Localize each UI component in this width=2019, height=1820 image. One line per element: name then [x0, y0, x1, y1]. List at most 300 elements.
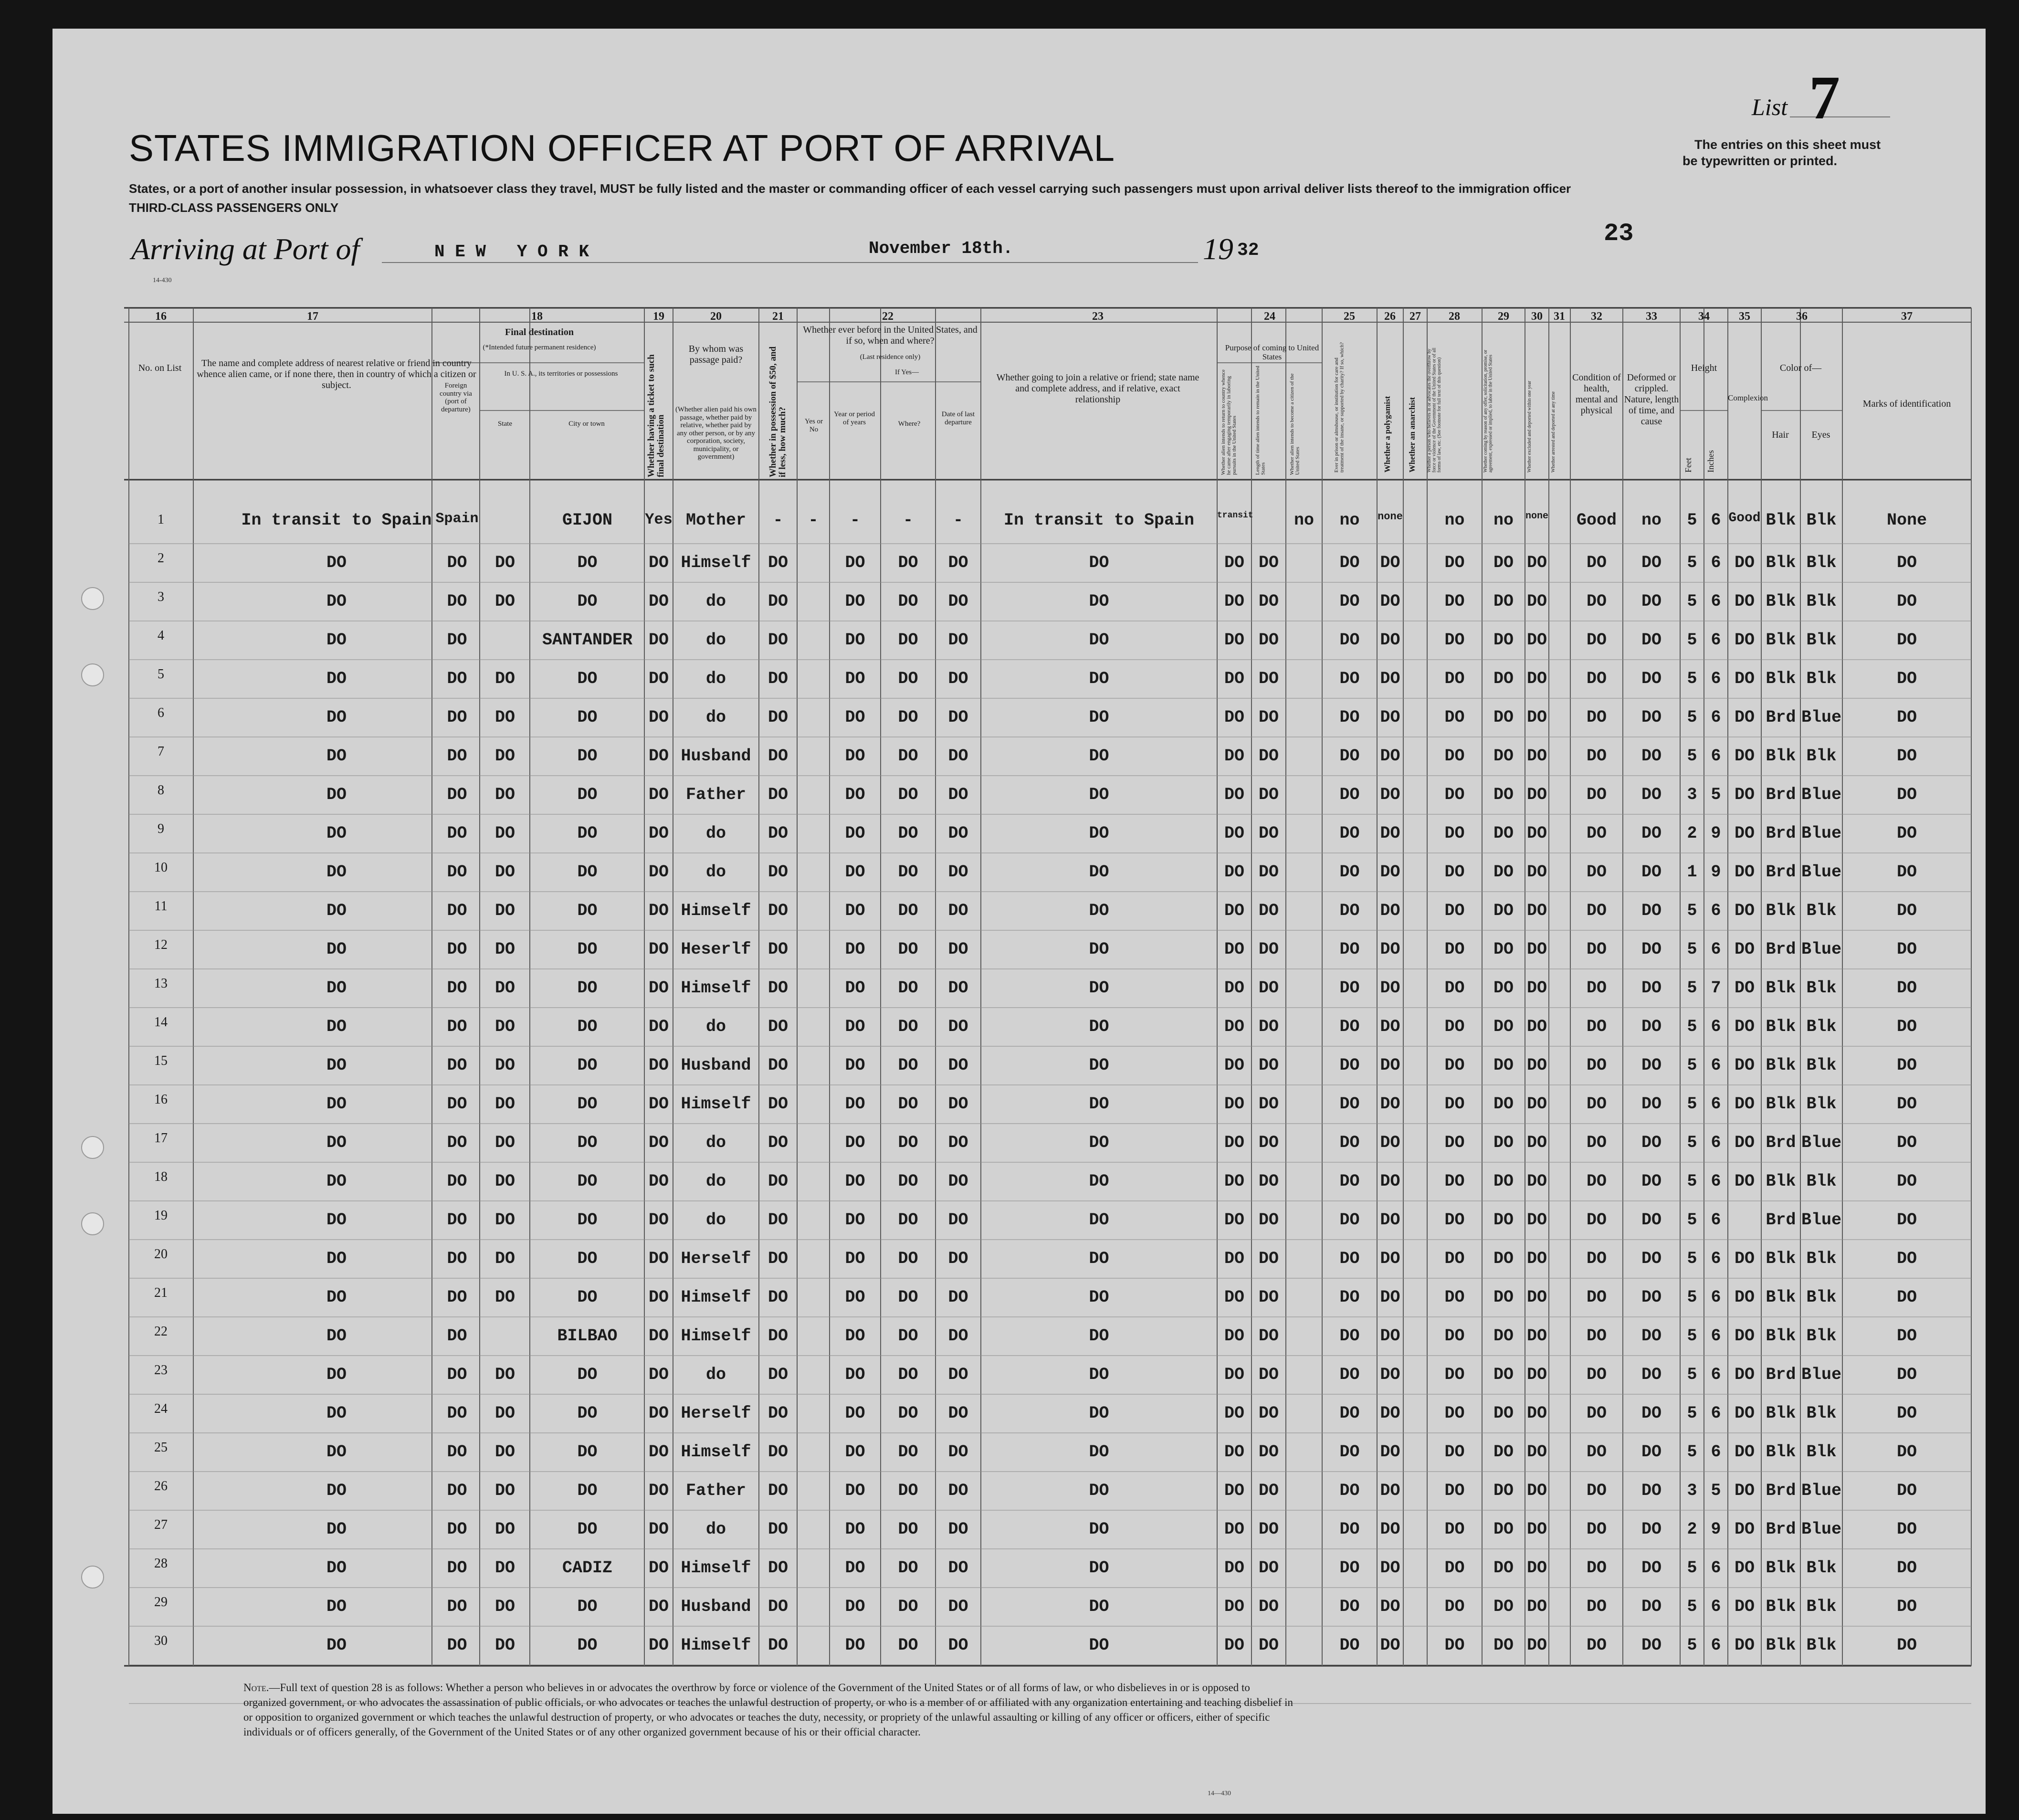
cell-prison: DO	[1339, 1636, 1360, 1655]
cell-eyes: Blk	[1806, 1558, 1837, 1578]
cell-join: DO	[1089, 1636, 1109, 1655]
cell-join: DO	[1089, 901, 1109, 920]
cell-c29: DO	[1493, 631, 1514, 650]
cell-inches: 6	[1711, 708, 1721, 727]
cell-health: DO	[1586, 1017, 1607, 1036]
cell-p_b: DO	[1258, 1442, 1279, 1462]
cell-paid: do	[705, 592, 726, 611]
cell-p_a: DO	[1224, 747, 1244, 766]
cell-p_a: DO	[1224, 824, 1244, 843]
cell-p_b: DO	[1258, 1404, 1279, 1423]
cell-p_b: DO	[1258, 824, 1279, 843]
cell-eyes: Blk	[1806, 1442, 1837, 1462]
cell-ticket: DO	[648, 1481, 669, 1500]
cell-c30: DO	[1526, 1017, 1547, 1036]
cell-health: DO	[1586, 553, 1607, 572]
cell-c30: DO	[1526, 1636, 1547, 1655]
cell-money: DO	[768, 1636, 788, 1655]
cell-deformed: DO	[1641, 1172, 1661, 1191]
cell-foreign: DO	[447, 1288, 467, 1307]
cell-feet: 5	[1687, 592, 1697, 611]
cell-c28: DO	[1444, 901, 1465, 920]
cell-c30: DO	[1526, 940, 1547, 959]
cell-where: DO	[898, 708, 918, 727]
cell-where: DO	[898, 785, 918, 804]
cell-c28: DO	[1444, 940, 1465, 959]
cell-complexion: DO	[1734, 1520, 1755, 1539]
cell-health: DO	[1586, 1288, 1607, 1307]
cell-feet: 1	[1687, 863, 1697, 882]
cell-prison: DO	[1339, 785, 1360, 804]
cell-p_b: DO	[1258, 1094, 1279, 1114]
cell-complexion: DO	[1734, 978, 1755, 998]
cell-prison: DO	[1339, 1404, 1360, 1423]
cell-year: DO	[845, 1636, 865, 1655]
cell-c30: DO	[1526, 1520, 1547, 1539]
cell-c28: DO	[1444, 747, 1465, 766]
cell-foreign: DO	[447, 1597, 467, 1616]
cell-foreign: DO	[447, 553, 467, 572]
cell-money: DO	[768, 1404, 788, 1423]
cell-prison: DO	[1339, 553, 1360, 572]
subtitle-line-2: THIRD-CLASS PASSENGERS ONLY	[129, 200, 339, 215]
cell-year: DO	[845, 1404, 865, 1423]
cell-ticket: DO	[648, 1210, 669, 1230]
cell-eyes: Blue	[1801, 708, 1841, 727]
cell-complexion: DO	[1734, 1288, 1755, 1307]
cell-marks: DO	[1896, 553, 1917, 572]
cell-hair: Blk	[1766, 747, 1796, 766]
footnote-label: Note.—	[243, 1682, 280, 1694]
cell-money: DO	[768, 1442, 788, 1462]
cell-money: DO	[768, 592, 788, 611]
cell-date: DO	[948, 785, 968, 804]
cell-paid: Himself	[681, 978, 751, 998]
cell-deformed: DO	[1641, 978, 1661, 998]
cell-c29: DO	[1493, 669, 1514, 688]
cell-city: DO	[577, 747, 598, 766]
cell-paid: Husband	[681, 1597, 751, 1616]
cell-prison: DO	[1339, 1017, 1360, 1036]
cell-c28: DO	[1444, 1326, 1465, 1346]
cell-ticket: DO	[648, 1056, 669, 1075]
cell-paid: Himself	[681, 1094, 751, 1114]
notice-line-1: The entries on this sheet must	[1694, 137, 1881, 152]
row-number: 24	[154, 1401, 168, 1416]
cell-p_b: DO	[1258, 940, 1279, 959]
cell-city: DO	[577, 1172, 598, 1191]
cell-paid: do	[705, 708, 726, 727]
cell-inches: 6	[1711, 631, 1721, 650]
cell-feet: 5	[1687, 1017, 1697, 1036]
cell-year: DO	[845, 1288, 865, 1307]
cell-city: DO	[577, 553, 598, 572]
cell-p_a: DO	[1224, 1365, 1244, 1384]
cell-feet: 5	[1687, 1210, 1697, 1230]
cell-c28: DO	[1444, 1404, 1465, 1423]
cell-money: DO	[768, 669, 788, 688]
cell-complexion: DO	[1734, 1636, 1755, 1655]
arrival-date: November 18th.	[869, 239, 1013, 258]
col22-year: Year or period of years	[834, 410, 875, 426]
cell-c28: DO	[1444, 1636, 1465, 1655]
page-title: STATES IMMIGRATION OFFICER AT PORT OF ARRIVAL	[129, 127, 1115, 169]
cell-inches: 6	[1711, 1404, 1721, 1423]
cell-polyg: DO	[1380, 901, 1400, 920]
cell-paid: Himself	[681, 1326, 751, 1346]
cell-join: DO	[1089, 631, 1109, 650]
cell-foreign: DO	[447, 747, 467, 766]
cell-year: DO	[845, 1597, 865, 1616]
cell-eyes: Blk	[1806, 1172, 1837, 1191]
cell-marks: DO	[1896, 940, 1917, 959]
cell-date: DO	[948, 1094, 968, 1114]
cell-marks: DO	[1896, 824, 1917, 843]
cell-state: DO	[494, 1365, 515, 1384]
cell-relative: DO	[326, 1442, 347, 1462]
cell-date: DO	[948, 1210, 968, 1230]
cell-p_b: DO	[1258, 592, 1279, 611]
cell-polyg: DO	[1380, 785, 1400, 804]
cell-c30: DO	[1526, 863, 1547, 882]
cell-c29: DO	[1493, 1597, 1514, 1616]
cell-marks: DO	[1896, 1288, 1917, 1307]
cell-state: DO	[494, 708, 515, 727]
cell-eyes: Blk	[1806, 1326, 1837, 1346]
cell-feet: 5	[1687, 553, 1697, 572]
cell-ticket: DO	[648, 1558, 669, 1578]
cell-join: DO	[1089, 669, 1109, 688]
cell-state: DO	[494, 940, 515, 959]
cell-c30: DO	[1526, 1442, 1547, 1462]
binder-hole	[81, 1566, 104, 1589]
cell-deformed: DO	[1641, 708, 1661, 727]
cell-ticket: DO	[648, 785, 669, 804]
cell-foreign: DO	[447, 1365, 467, 1384]
cell-eyes: Blk	[1806, 553, 1837, 572]
cell-polyg: DO	[1380, 1442, 1400, 1462]
cell-relative: DO	[326, 1017, 347, 1036]
cell-where: DO	[898, 1442, 918, 1462]
cell-p_b: DO	[1258, 785, 1279, 804]
column-number-36: 36	[1796, 310, 1808, 323]
cell-health: DO	[1586, 1094, 1607, 1114]
cell-deformed: DO	[1641, 1288, 1661, 1307]
cell-c28: DO	[1444, 1558, 1465, 1578]
cell-c30: DO	[1526, 592, 1547, 611]
cell-c29: no	[1493, 511, 1514, 530]
cell-marks: DO	[1896, 1636, 1917, 1655]
cell-paid: Husband	[681, 747, 751, 766]
cell-c29: DO	[1493, 978, 1514, 998]
cell-hair: Brd	[1766, 863, 1796, 882]
col36-eyes: Eyes	[1811, 430, 1830, 440]
cell-feet: 5	[1687, 978, 1697, 998]
cell-ticket: DO	[648, 631, 669, 650]
cell-prison: DO	[1339, 1172, 1360, 1191]
cell-year: DO	[845, 631, 865, 650]
cell-c28: DO	[1444, 785, 1465, 804]
cell-marks: DO	[1896, 1481, 1917, 1500]
cell-complexion: DO	[1734, 1133, 1755, 1152]
cell-c29: DO	[1493, 824, 1514, 843]
cell-c28: DO	[1444, 1094, 1465, 1114]
cell-c29: DO	[1493, 1133, 1514, 1152]
cell-join: DO	[1089, 592, 1109, 611]
cell-c30: DO	[1526, 1326, 1547, 1346]
cell-health: DO	[1586, 1365, 1607, 1384]
cell-date: DO	[948, 1365, 968, 1384]
binder-hole	[81, 1136, 104, 1159]
cell-city: DO	[577, 863, 598, 882]
row-number: 19	[154, 1208, 168, 1223]
year-prefix: 19	[1203, 232, 1233, 266]
cell-p_a: DO	[1224, 1210, 1244, 1230]
cell-state: DO	[494, 1133, 515, 1152]
cell-c30: none	[1525, 511, 1548, 522]
cell-relative: DO	[326, 1056, 347, 1075]
cell-where: DO	[898, 901, 918, 920]
row-number: 17	[154, 1131, 168, 1146]
cell-where: DO	[898, 1481, 918, 1500]
cell-year: DO	[845, 824, 865, 843]
cell-join: DO	[1089, 708, 1109, 727]
cell-c29: DO	[1493, 553, 1514, 572]
cell-where: DO	[898, 747, 918, 766]
cell-paid: do	[705, 1017, 726, 1036]
cell-marks: DO	[1896, 669, 1917, 688]
cell-relative: DO	[326, 747, 347, 766]
cell-ticket: DO	[648, 1365, 669, 1384]
cell-foreign: DO	[447, 1442, 467, 1462]
row-number: 11	[154, 899, 168, 914]
cell-eyes: Blue	[1801, 940, 1841, 959]
sheet-code: 23	[1604, 220, 1634, 248]
cell-money: DO	[768, 978, 788, 998]
cell-feet: 2	[1687, 824, 1697, 843]
cell-marks: DO	[1896, 1094, 1917, 1114]
row-number: 13	[154, 976, 168, 991]
cell-prison: DO	[1339, 1520, 1360, 1539]
cell-join: DO	[1089, 940, 1109, 959]
cell-feet: 5	[1687, 511, 1697, 530]
cell-marks: DO	[1896, 863, 1917, 882]
cell-marks: DO	[1896, 1442, 1917, 1462]
cell-deformed: DO	[1641, 901, 1661, 920]
cell-health: DO	[1586, 940, 1607, 959]
cell-year: DO	[845, 785, 865, 804]
cell-where: DO	[898, 1558, 918, 1578]
cell-health: DO	[1586, 708, 1607, 727]
col24-a: Whether alien intends to return to country whence he came after engaging temporarily in laboring pursuits in the United States	[1220, 369, 1238, 475]
cell-paid: Herself	[681, 1404, 751, 1423]
cell-city: DO	[577, 1597, 598, 1616]
cell-complexion: DO	[1734, 553, 1755, 572]
cell-complexion: DO	[1734, 1094, 1755, 1114]
cell-where: DO	[898, 631, 918, 650]
cell-p_a: DO	[1224, 1520, 1244, 1539]
cell-money: -	[773, 511, 783, 530]
cell-eyes: Blue	[1801, 824, 1841, 843]
arriving-label: Arriving at Port of	[131, 232, 360, 266]
row-number: 5	[158, 667, 164, 682]
ruled-grid	[53, 29, 1986, 1814]
cell-polyg: DO	[1380, 978, 1400, 998]
cell-health: DO	[1586, 978, 1607, 998]
cell-c29: DO	[1493, 1017, 1514, 1036]
cell-p_b: DO	[1258, 1520, 1279, 1539]
cell-where: DO	[898, 553, 918, 572]
cell-ticket: DO	[648, 1094, 669, 1114]
cell-date: DO	[948, 1520, 968, 1539]
cell-marks: DO	[1896, 1017, 1917, 1036]
cell-money: DO	[768, 785, 788, 804]
cell-inches: 6	[1711, 1133, 1721, 1152]
cell-complexion: DO	[1734, 1172, 1755, 1191]
cell-p_a: DO	[1224, 901, 1244, 920]
cell-deformed: DO	[1641, 1404, 1661, 1423]
manifest-sheet	[53, 29, 1986, 1814]
list-number: 7	[1809, 63, 1840, 132]
cell-hair: Blk	[1766, 553, 1796, 572]
cell-eyes: Blue	[1801, 1481, 1841, 1500]
cell-foreign: DO	[447, 1481, 467, 1500]
footnote-text: Full text of question 28 is as follows: Whether a person who believes in or advocates the overthrow by force or violence of the Government of the United States or of all forms of law, or who disbelieves in or is opposed to organized government, or who advocates the assassination of public officials, or who advocates or teaches the unlawful destruction of property, or who is a member of or affiliated with any organization entertaining and teaching disbelief in or opposition to organized government or which teaches the unlawful destruction of property, or who advocates or teaches the duty, necessity, or propriety of the unlawful assaulting or killing of any officer or officers, either of specific individuals or of officers generally, of the Government of the United States or of any other organized government because of his or their official character.	[243, 1682, 1293, 1738]
cell-complexion: DO	[1734, 1326, 1755, 1346]
col31-heading: Whether arrested and deported at any time	[1551, 391, 1556, 473]
cell-c28: DO	[1444, 1481, 1465, 1500]
cell-year: DO	[845, 978, 865, 998]
cell-p_a: DO	[1224, 1481, 1244, 1500]
cell-state: DO	[494, 1210, 515, 1230]
cell-relative: DO	[326, 824, 347, 843]
cell-p_a: DO	[1224, 1249, 1244, 1268]
cell-state: DO	[494, 1017, 515, 1036]
cell-where: DO	[898, 1017, 918, 1036]
cell-eyes: Blk	[1806, 1094, 1837, 1114]
cell-where: DO	[898, 940, 918, 959]
cell-hair: Brd	[1766, 1133, 1796, 1152]
column-number-34: 34	[1698, 310, 1710, 323]
cell-ticket: DO	[648, 1404, 669, 1423]
cell-eyes: Blk	[1806, 1288, 1837, 1307]
cell-date: DO	[948, 1056, 968, 1075]
cell-city: DO	[577, 708, 598, 727]
cell-paid: Himself	[681, 553, 751, 572]
column-number-26: 26	[1384, 310, 1396, 323]
cell-feet: 5	[1687, 1558, 1697, 1578]
cell-polyg: DO	[1380, 824, 1400, 843]
cell-foreign: DO	[447, 1558, 467, 1578]
cell-money: DO	[768, 1210, 788, 1230]
cell-eyes: Blue	[1801, 1133, 1841, 1152]
cell-feet: 3	[1687, 785, 1697, 804]
cell-p_b: DO	[1258, 631, 1279, 650]
cell-p_a: DO	[1224, 708, 1244, 727]
cell-p_a: DO	[1224, 592, 1244, 611]
cell-deformed: DO	[1641, 1481, 1661, 1500]
cell-money: DO	[768, 631, 788, 650]
cell-where: DO	[898, 1056, 918, 1075]
cell-deformed: DO	[1641, 592, 1661, 611]
cell-inches: 6	[1711, 1056, 1721, 1075]
cell-complexion: Good	[1728, 511, 1761, 526]
cell-foreign: DO	[447, 1520, 467, 1539]
cell-eyes: Blk	[1806, 1017, 1837, 1036]
col24-heading: Purpose of coming to United States	[1225, 343, 1319, 361]
cell-prison: DO	[1339, 1249, 1360, 1268]
cell-join: DO	[1089, 1172, 1109, 1191]
cell-state: DO	[494, 1404, 515, 1423]
row-number: 7	[158, 744, 164, 759]
cell-city: DO	[577, 1056, 598, 1075]
cell-p_b: DO	[1258, 1636, 1279, 1655]
col24-b: Length of time alien intends to remain in the United States	[1255, 366, 1266, 475]
cell-p_b: DO	[1258, 978, 1279, 998]
cell-health: DO	[1586, 1636, 1607, 1655]
cell-deformed: no	[1641, 511, 1661, 530]
cell-p_a: DO	[1224, 863, 1244, 882]
cell-eyes: Blk	[1806, 631, 1837, 650]
cell-complexion: DO	[1734, 1442, 1755, 1462]
cell-foreign: DO	[447, 824, 467, 843]
cell-date: DO	[948, 978, 968, 998]
cell-relative: DO	[326, 785, 347, 804]
cell-complexion: DO	[1734, 1597, 1755, 1616]
cell-relative: DO	[326, 631, 347, 650]
cell-deformed: DO	[1641, 1558, 1661, 1578]
cell-paid: do	[705, 1133, 726, 1152]
cell-prison: DO	[1339, 1365, 1360, 1384]
column-number-21: 21	[772, 310, 784, 323]
cell-complexion: DO	[1734, 631, 1755, 650]
cell-foreign: DO	[447, 940, 467, 959]
cell-year: DO	[845, 1326, 865, 1346]
cell-join: DO	[1089, 1210, 1109, 1230]
cell-money: DO	[768, 1558, 788, 1578]
cell-join: DO	[1089, 824, 1109, 843]
cell-p_a: DO	[1224, 1133, 1244, 1152]
cell-inches: 6	[1711, 1326, 1721, 1346]
cell-where: DO	[898, 824, 918, 843]
cell-join: DO	[1089, 863, 1109, 882]
cell-relative: DO	[326, 1249, 347, 1268]
cell-polyg: DO	[1380, 553, 1400, 572]
cell-hair: Blk	[1766, 1249, 1796, 1268]
cell-date: DO	[948, 940, 968, 959]
cell-c28: DO	[1444, 592, 1465, 611]
cell-where: DO	[898, 1365, 918, 1384]
cell-prison: DO	[1339, 747, 1360, 766]
cell-foreign: DO	[447, 1133, 467, 1152]
cell-c29: DO	[1493, 940, 1514, 959]
cell-polyg: DO	[1380, 1558, 1400, 1578]
cell-prison: DO	[1339, 631, 1360, 650]
cell-c28: DO	[1444, 1288, 1465, 1307]
row-number: 4	[158, 628, 164, 643]
cell-deformed: DO	[1641, 1094, 1661, 1114]
cell-foreign: DO	[447, 1210, 467, 1230]
cell-money: DO	[768, 940, 788, 959]
cell-relative: In transit to Spain	[241, 511, 432, 530]
cell-hair: Blk	[1766, 511, 1796, 530]
cell-date: DO	[948, 1172, 968, 1191]
col22-yesno: Yes or No	[804, 418, 823, 433]
cell-foreign: DO	[447, 901, 467, 920]
cell-ticket: DO	[648, 1017, 669, 1036]
col26-heading: Whether a polygamist	[1383, 396, 1392, 473]
row-number: 20	[154, 1247, 168, 1262]
